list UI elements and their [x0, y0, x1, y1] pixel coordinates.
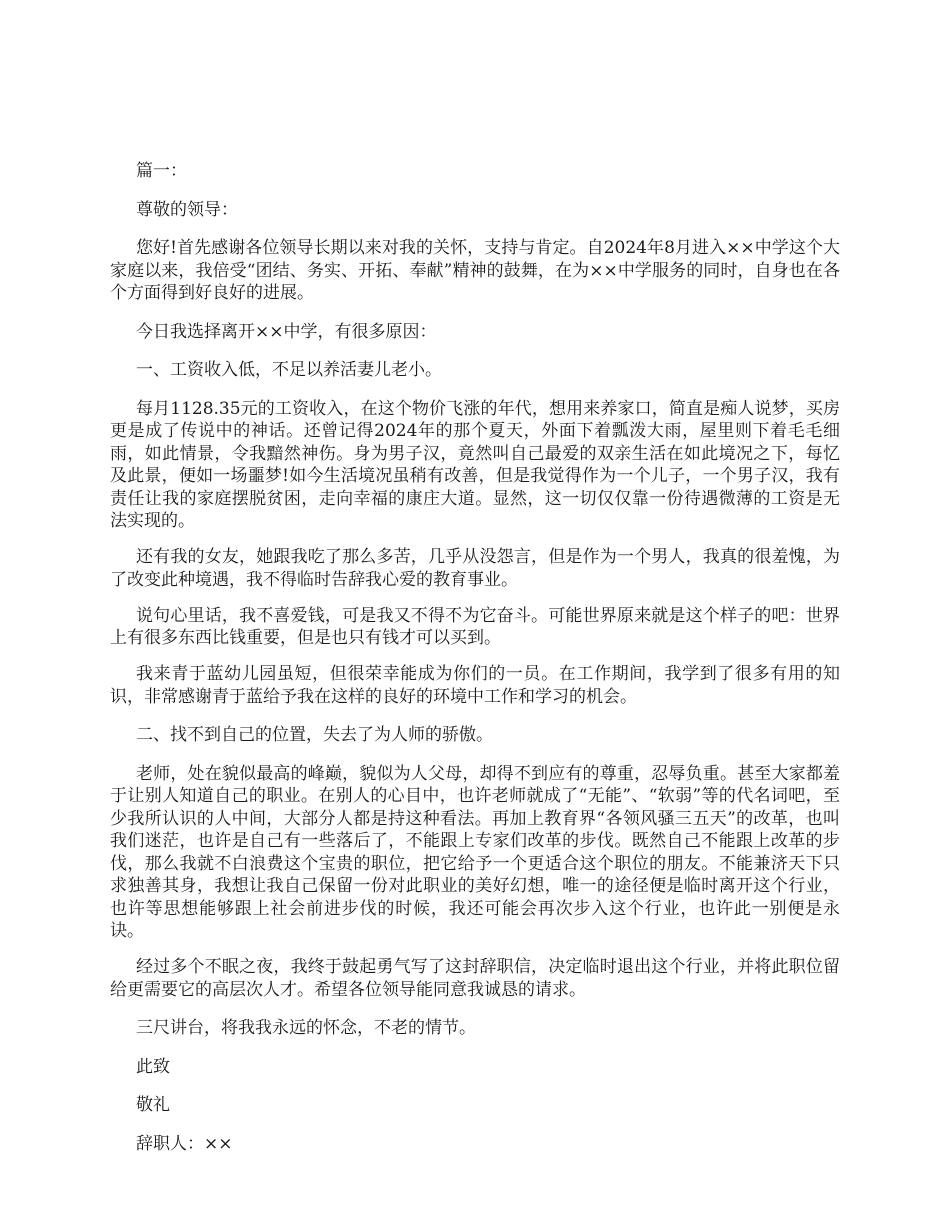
letter-paragraph: 三尺讲台，将我我永远的怀念，不老的情节。	[136, 1018, 476, 1038]
letter-salutation: 尊敬的领导：	[136, 199, 238, 220]
letter-section-heading: 一、工资收入低，不足以养活妻儿老小。	[136, 360, 442, 380]
letter-paragraph: 还有我的女友，她跟我吃了那么多苦，几乎从没怨言，但是作为一个男人，我真的很羞愧，为了改变此种境遇，我不得临时告辞我心爱的教育事业。	[110, 547, 840, 590]
letter-paragraph: 说句心里话，我不喜爱钱，可是我又不得不为它奋斗。可能世界原来就是这个样子的吧：世界上有很多东西比钱重要，但是也只有钱才可以买到。	[110, 605, 840, 648]
letter-paragraph: 今日我选择离开××中学，有很多原因：	[136, 321, 437, 342]
letter-signature: 辞职人：××	[136, 1133, 233, 1154]
letter-paragraph: 您好!首先感谢各位领导长期以来对我的关怀，支持与肯定。自2024年8月进入××中学这个大家庭以来，我倍受“团结、务实、开拓、奉献”精神的鼓舞，在为××中学服务的同时，自身也在各个方面得到好良好的进展。	[110, 238, 840, 303]
letter-paragraph: 我来青于蓝幼儿园虽短，但很荣幸能成为你们的一员。在工作期间，我学到了很多有用的知识，非常感谢青于蓝给予我在这样的良好的环境中工作和学习的机会。	[110, 664, 840, 707]
resignation-letter	[110, 160, 840, 1169]
letter-heading: 篇一：	[136, 161, 187, 181]
letter-paragraph: 老师，处在貌似最高的峰巅，貌似为人父母，却得不到应有的尊重，忍辱负重。甚至大家都羞于让别人知道自己的职业。在别人的心目中，也许老师就成了“无能”、“软弱”等的代名词吧，至少我所认识的人中间，大部分人都是持这种看法。再加上教育界“各领风骚三五天”的改革，也叫我们迷茫，也许是自己有一些落后了，不能跟上专家们改革的步伐。既然自己不能跟上改革的步伐，那么我就不白浪费这个宝贵的职位，把它给予一个更适合这个职位的朋友。不能兼济天下只求独善其身，我想让我自己保留一份对此职业的美好幻想，唯一的途径便是临时离开这个行业，也许等思想能够跟上社会前进步伐的时候，我还可能会再次步入这个行业，也许此一别便是永诀。	[110, 763, 840, 941]
letter-closing-salute: 敬礼	[136, 1095, 170, 1115]
letter-paragraph: 经过多个不眠之夜，我终于鼓起勇气写了这封辞职信，决定临时退出这个行业，并将此职位留给更需要它的高层次人才。希望各位领导能同意我诚恳的请求。	[110, 957, 840, 1000]
letter-section-heading: 二、找不到自己的位置，失去了为人师的骄傲。	[136, 725, 493, 745]
letter-paragraph: 每月1128.35元的工资收入，在这个物价飞涨的年代，想用来养家口，简直是痴人说梦，买房更是成了传说中的神话。还曾记得2024年的那个夏天，外面下着瓢泼大雨，屋里则下着毛毛细雨，如此情景，令我黯然神伤。身为男子汉，竟然叫自己最爱的双亲生活在如此境况之下，每忆及此景，便如一场噩梦!如今生活境况虽稍有改善，但是我觉得作为一个儿子，一个男子汉，我有责任让我的家庭摆脱贫困，走向幸福的康庄大道。显然，这一切仅仅靠一份待遇微薄的工资是无法实现的。	[110, 398, 840, 531]
letter-closing: 此致	[136, 1056, 170, 1077]
